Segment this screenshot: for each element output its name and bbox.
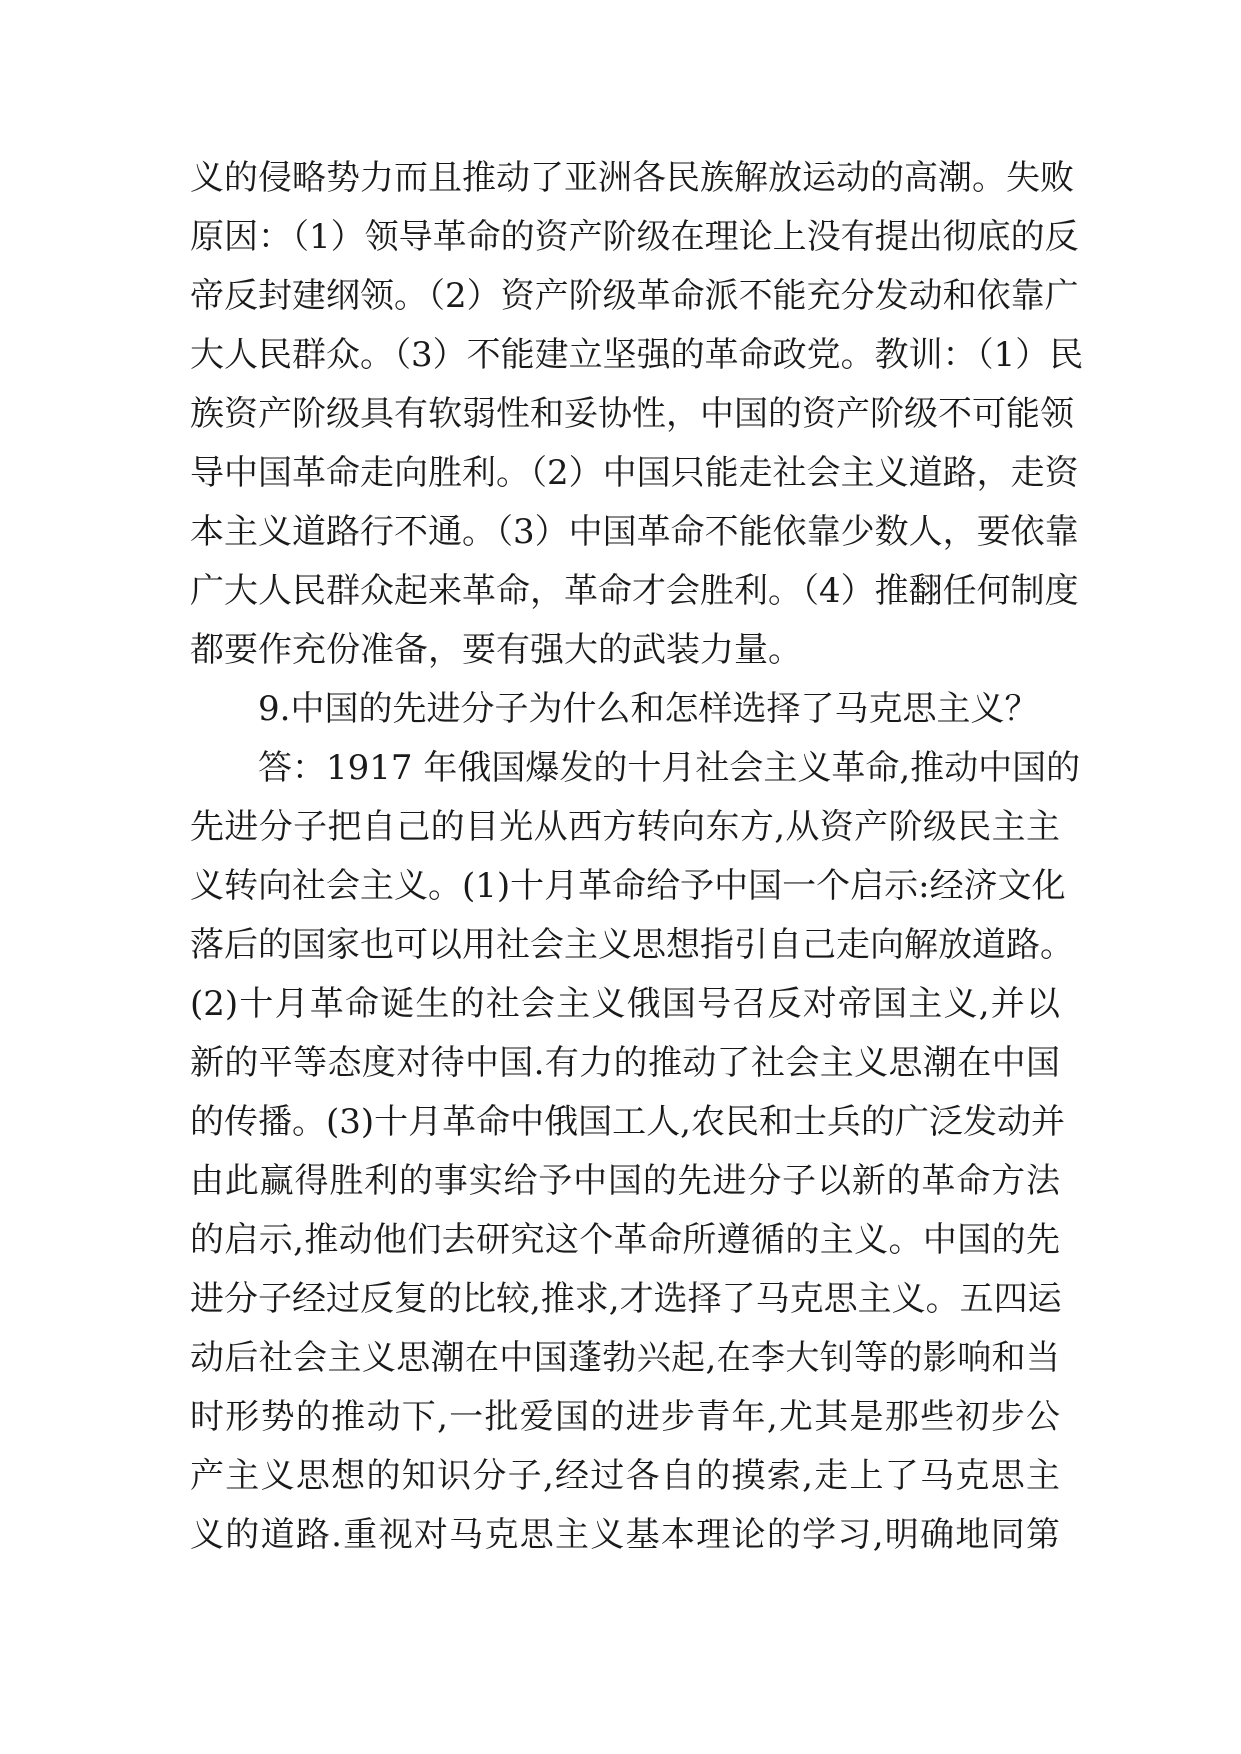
text-line: 帝反封建纲领。（2）资产阶级革命派不能充分发动和依靠广 [190,276,1079,316]
text-line: (2)十月革命诞生的社会主义俄国号召反对帝国主义,并以 [190,984,1060,1024]
text-line: 的启示,推动他们去研究这个革命所遵循的主义。中国的先 [190,1220,1060,1260]
text-line: 义的道路.重视对马克思主义基本理论的学习,明确地同第 [190,1515,1060,1555]
question-heading: 9.中国的先进分子为什么和怎样选择了马克思主义？ [258,689,1039,729]
text-line: 导中国革命走向胜利。（2）中国只能走社会主义道路，走资 [190,453,1079,493]
text-line: 由此赢得胜利的事实给予中国的先进分子以新的革命方法 [190,1161,1060,1201]
text-line: 原因：（1）领导革命的资产阶级在理论上没有提出彻底的反 [190,217,1079,257]
text-line: 都要作充份准备，要有强大的武装力量。 [190,630,802,670]
text-line: 大人民群众。（3）不能建立坚强的革命政党。教训：（1）民 [190,335,1084,375]
text-line: 时形势的推动下,一批爱国的进步青年,尤其是那些初步公 [190,1397,1060,1437]
text-line: 义转向社会主义。(1)十月革命给予中国一个启示:经济文化 [190,866,1066,906]
text-line: 义的侵略势力而且推动了亚洲各民族解放运动的高潮。失败 [190,158,1074,198]
text-line: 新的平等态度对待中国.有力的推动了社会主义思潮在中国 [190,1043,1060,1083]
text-line: 族资产阶级具有软弱性和妥协性，中国的资产阶级不可能领 [190,394,1074,434]
text-line: 进分子经过反复的比较,推求,才选择了马克思主义。五四运 [190,1279,1062,1319]
text-line: 本主义道路行不通。（3）中国革命不能依靠少数人，要依靠 [190,512,1079,552]
answer-first-line: 答：1917 年俄国爆发的十月社会主义革命,推动中国的 [258,748,1081,788]
text-line: 先进分子把自己的目光从西方转向东方,从资产阶级民主主 [190,807,1060,847]
text-line: 落后的国家也可以用社会主义思想指引自己走向解放道路。 [190,925,1074,965]
text-line: 产主义思想的知识分子,经过各自的摸索,走上了马克思主 [190,1456,1060,1496]
text-line: 的传播。(3)十月革命中俄国工人,农民和士兵的广泛发动并 [190,1102,1065,1142]
text-line: 动后社会主义思潮在中国蓬勃兴起,在李大钊等的影响和当 [190,1338,1060,1378]
text-line: 广大人民群众起来革命，革命才会胜利。（4）推翻任何制度 [190,571,1079,611]
